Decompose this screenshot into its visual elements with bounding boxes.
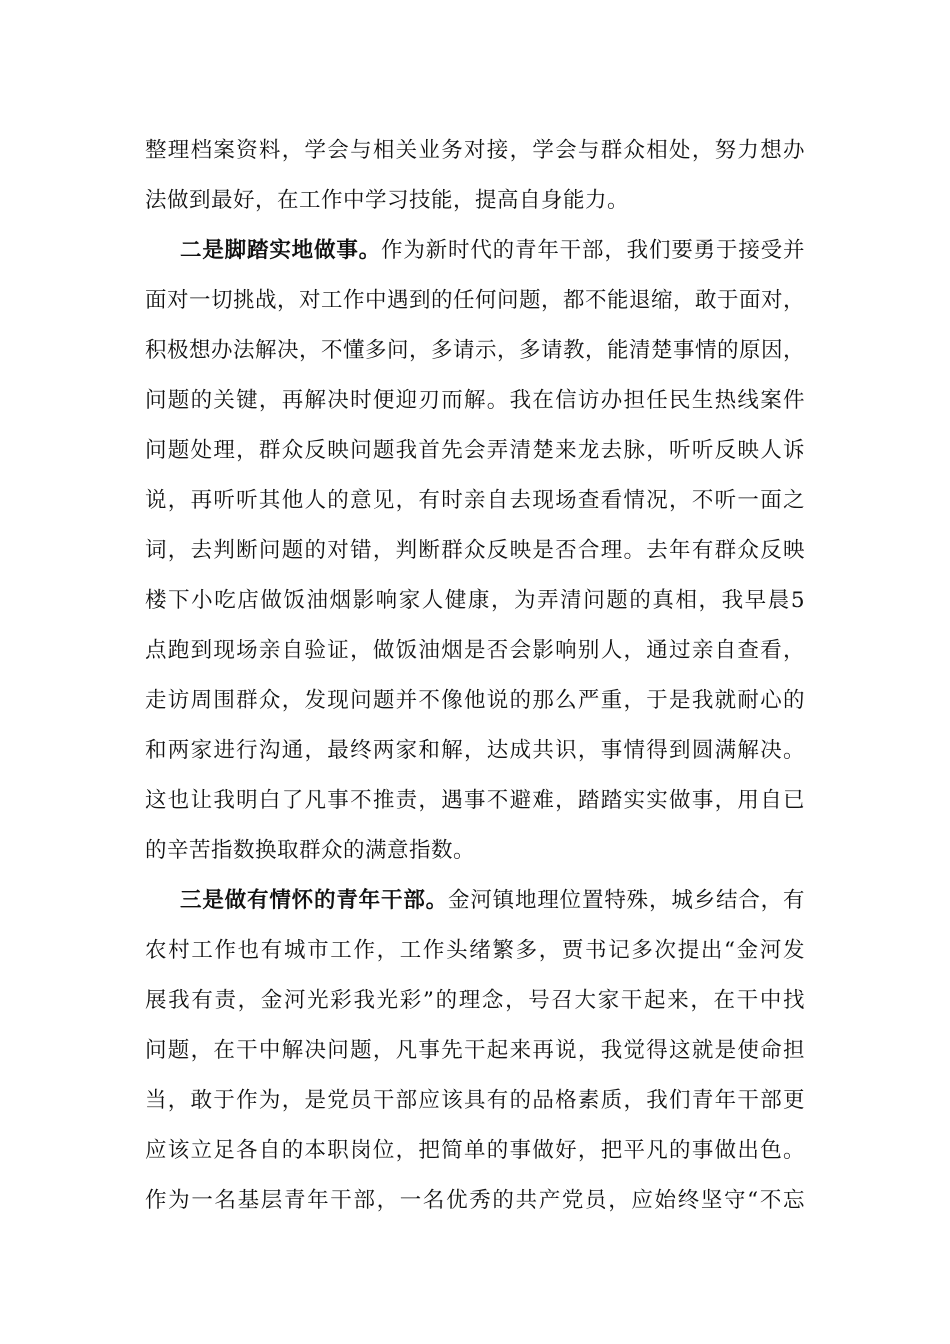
- text-line: [145, 284, 805, 318]
- text-line: [145, 1184, 805, 1218]
- text-line: [145, 934, 805, 968]
- line-text: 和两家进行沟通，最终两家和解，达成共识，事情得到圆满解决。: [145, 738, 805, 763]
- text-line: [145, 334, 805, 368]
- text-line: [145, 484, 805, 518]
- text-line: [145, 1084, 805, 1118]
- paragraph-first-line: [180, 234, 805, 268]
- line-text: 问题的关键，再解决时便迎刃而解。我在信访办担任民生热线案件: [145, 388, 805, 413]
- text-line: [145, 734, 805, 768]
- line-text: 法做到最好，在工作中学习技能，提高自身能力。: [145, 188, 630, 213]
- paragraph-lead-heading: 三是做有情怀的青年干部。: [180, 888, 448, 913]
- line-text: 词，去判断问题的对错，判断群众反映是否合理。去年有群众反映: [145, 538, 805, 563]
- line-text: 积极想办法解决，不懂多问，多请示，多请教，能清楚事情的原因，: [145, 338, 806, 363]
- line-text: 作为一名基层青年干部，一名优秀的共产党员，应始终坚守“不忘: [145, 1188, 805, 1213]
- text-line: [145, 184, 805, 218]
- line-text: 应该立足各自的本职岗位，把简单的事做好，把平凡的事做出色。: [145, 1138, 805, 1163]
- line-text: 整理档案资料，学会与相关业务对接，学会与群众相处，努力想办: [145, 138, 805, 163]
- text-line: [145, 984, 805, 1018]
- text-line: [145, 784, 805, 818]
- line-text: 金河镇地理位置特殊，城乡结合，有: [448, 888, 805, 913]
- line-text: 问题处理，群众反映问题我首先会弄清楚来龙去脉，听听反映人诉: [145, 438, 805, 463]
- line-text: 当，敢于作为，是党员干部应该具有的品格素质，我们青年干部更: [145, 1088, 805, 1113]
- text-line: [145, 534, 805, 568]
- text-line: [145, 1034, 805, 1068]
- text-line: [145, 584, 805, 618]
- line-text: 面对一切挑战，对工作中遇到的任何问题，都不能退缩，敢于面对，: [145, 288, 806, 313]
- line-text: 问题，在干中解决问题，凡事先干起来再说，我觉得这就是使命担: [145, 1038, 805, 1063]
- text-line: [145, 434, 805, 468]
- line-text: 楼下小吃店做饭油烟影响家人健康，为弄清问题的真相，我早晨5: [145, 588, 805, 613]
- line-text: 展我有责，金河光彩我光彩”的理念，号召大家干起来，在干中找: [145, 988, 805, 1013]
- paragraph-first-line: [180, 884, 805, 918]
- text-line: [145, 684, 805, 718]
- line-text: 说，再听听其他人的意见，有时亲自去现场查看情况，不听一面之: [145, 488, 805, 513]
- paragraph-lead-heading: 二是脚踏实地做事。: [180, 238, 381, 263]
- text-line: [145, 834, 805, 868]
- line-text: 这也让我明白了凡事不推责，遇事不避难，踏踏实实做事，用自已: [145, 788, 805, 813]
- line-text: 农村工作也有城市工作，工作头绪繁多，贾书记多次提出“金河发: [145, 938, 805, 963]
- text-line: [145, 384, 805, 418]
- text-line: [145, 634, 805, 668]
- line-text: 的辛苦指数换取群众的满意指数。: [145, 838, 476, 863]
- text-line: [145, 1134, 805, 1168]
- line-text: 走访周围群众，发现问题并不像他说的那么严重，于是我就耐心的: [145, 688, 805, 713]
- line-text: 点跑到现场亲自验证，做饭油烟是否会影响别人，通过亲自查看，: [145, 638, 805, 663]
- text-line: [145, 134, 805, 168]
- line-text: 作为新时代的青年干部，我们要勇于接受并: [381, 238, 805, 263]
